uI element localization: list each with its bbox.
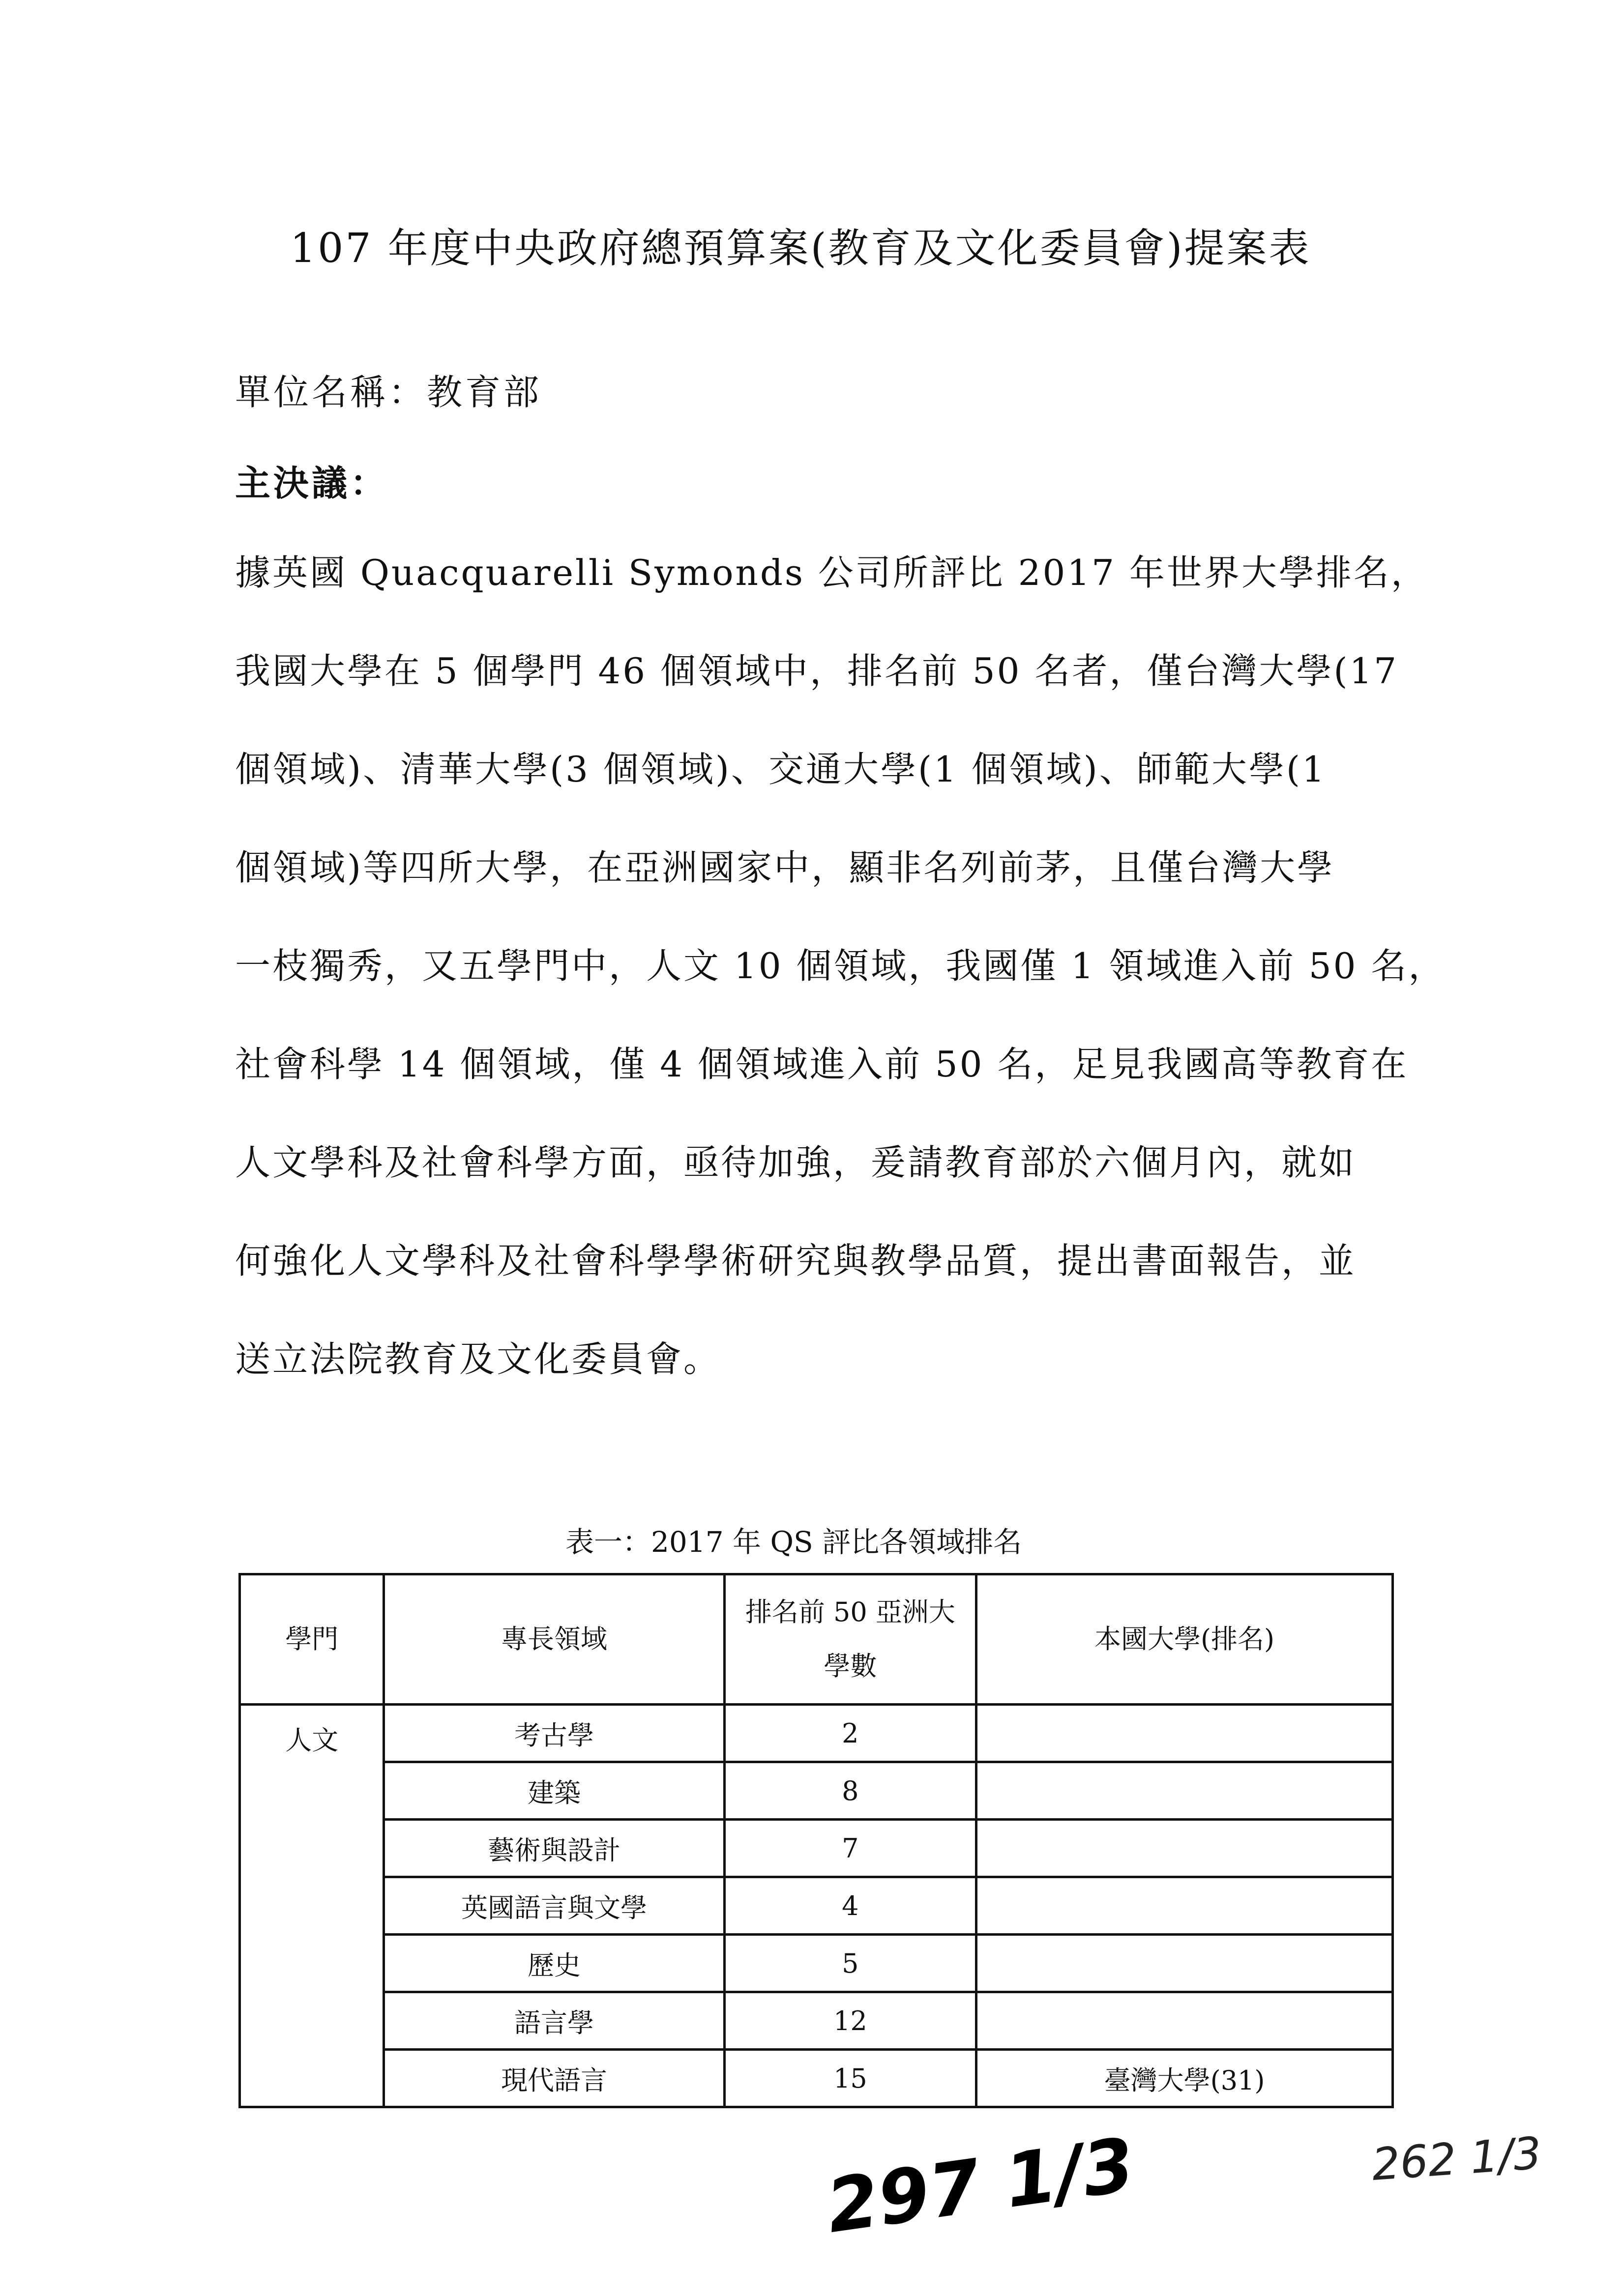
- table-caption: 表一：2017 年 QS 評比各領域排名: [565, 1525, 1022, 1559]
- resolution-body: [235, 546, 1446, 1430]
- field-group-cell: 人文: [240, 1705, 384, 2107]
- header-count-line1: 排名前 50 亞洲大: [745, 1597, 955, 1628]
- table-row: [240, 1935, 1393, 1992]
- university-cell: [976, 1877, 1393, 1935]
- handwritten-page-number: 297 1/3: [821, 2122, 1140, 2250]
- specialty-cell: 語言學: [384, 1992, 724, 2050]
- table-header-row: [240, 1574, 1393, 1705]
- table-row: [240, 1992, 1393, 2050]
- body-line: 一枝獨秀，又五學門中，人文 10 個領域，我國僅 1 領域進入前 50 名，: [235, 945, 1446, 987]
- count-cell: 15: [724, 2050, 976, 2107]
- university-cell: 臺灣大學(31): [976, 2050, 1393, 2107]
- handwritten-side-note: 262 1/3: [1370, 2127, 1543, 2191]
- count-cell: 5: [724, 1935, 976, 1992]
- qs-ranking-table: [238, 1573, 1394, 2108]
- body-line: 送立法院教育及文化委員會。: [235, 1338, 721, 1380]
- count-cell: 7: [724, 1820, 976, 1877]
- specialty-cell: 英國語言與文學: [384, 1877, 724, 1935]
- university-cell: [976, 1935, 1393, 1992]
- count-cell: 8: [724, 1762, 976, 1820]
- resolution-heading: 主決議：: [235, 463, 389, 504]
- table-row: [240, 1877, 1393, 1935]
- document-title: 107 年度中央政府總預算案(教育及文化委員會)提案表: [290, 225, 1311, 272]
- table-row: [240, 1762, 1393, 1820]
- specialty-cell: 考古學: [384, 1705, 724, 1762]
- table-row: [240, 2050, 1393, 2107]
- body-line: 何強化人文學科及社會科學學術研究與教學品質，提出書面報告，並: [235, 1240, 1357, 1281]
- specialty-cell: 現代語言: [384, 2050, 724, 2107]
- university-cell: [976, 1705, 1393, 1762]
- table-row: [240, 1820, 1393, 1877]
- specialty-cell: 歷史: [384, 1935, 724, 1992]
- body-line: 個領域)、清華大學(3 個領域)、交通大學(1 個領域)、師範大學(1: [235, 749, 1327, 790]
- header-specialty: 專長領域: [384, 1574, 724, 1705]
- university-cell: [976, 1992, 1393, 2050]
- body-line: 據英國 Quacquarelli Symonds 公司所評比 2017 年世界大學排名，: [235, 552, 1428, 593]
- header-count: [724, 1574, 976, 1705]
- body-line: 我國大學在 5 個學門 46 個領域中，排名前 50 名者，僅台灣大學(17: [235, 650, 1399, 692]
- specialty-cell: 藝術與設計: [384, 1820, 724, 1877]
- header-university: 本國大學(排名): [976, 1574, 1393, 1705]
- university-cell: [976, 1820, 1393, 1877]
- university-cell: [976, 1762, 1393, 1820]
- count-cell: 4: [724, 1877, 976, 1935]
- header-count-line2: 學數: [824, 1651, 877, 1682]
- unit-name: 單位名稱：教育部: [235, 372, 542, 413]
- header-field: 學門: [240, 1574, 384, 1705]
- count-cell: 12: [724, 1992, 976, 2050]
- body-line: 個領域)等四所大學，在亞洲國家中，顯非名列前茅，且僅台灣大學: [235, 847, 1335, 888]
- table-row: [240, 1705, 1393, 1762]
- specialty-cell: 建築: [384, 1762, 724, 1820]
- count-cell: 2: [724, 1705, 976, 1762]
- body-line: 人文學科及社會科學方面，亟待加強，爰請教育部於六個月內，就如: [235, 1142, 1357, 1183]
- body-line: 社會科學 14 個領域，僅 4 個領域進入前 50 名，足見我國高等教育在: [235, 1044, 1409, 1085]
